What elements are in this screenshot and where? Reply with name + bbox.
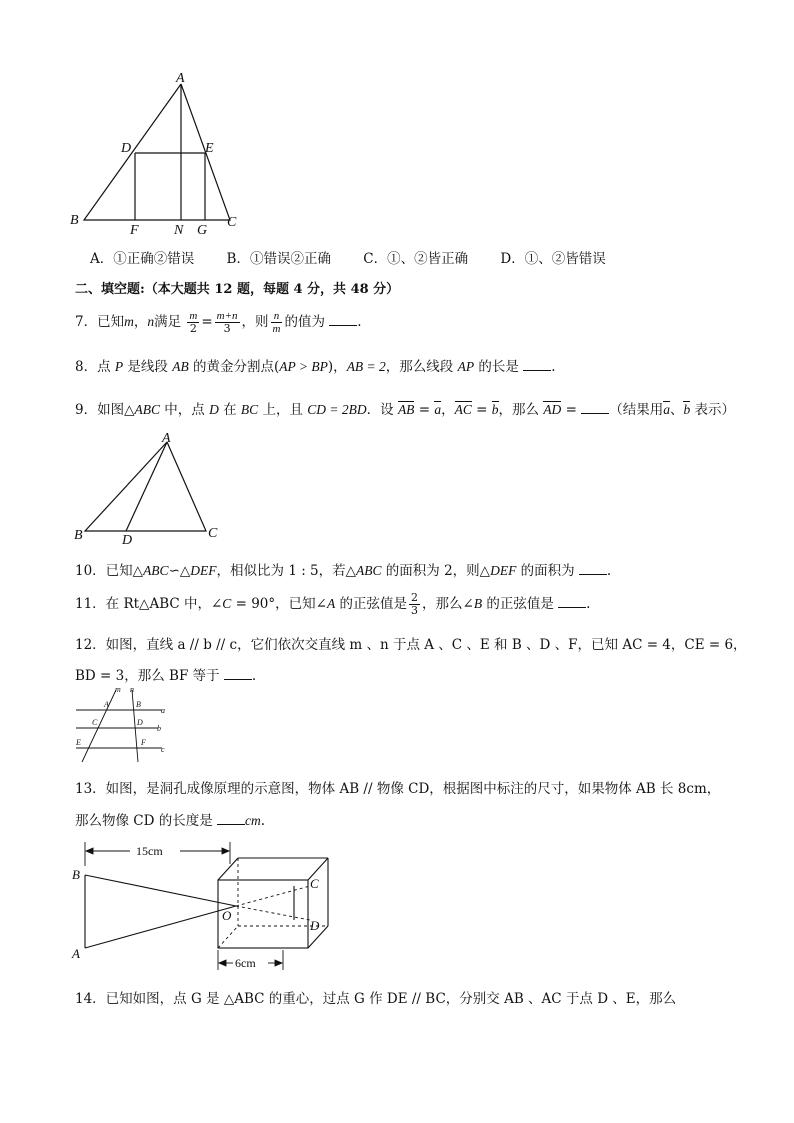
question-12-line-2 <box>75 664 256 684</box>
q11-C: C <box>222 596 232 611</box>
q9-t3: 上，且 <box>258 402 308 418</box>
q12-answer-blank[interactable] <box>224 667 252 680</box>
q11-answer-blank[interactable] <box>558 595 586 608</box>
fig12-label-b: b <box>157 724 161 733</box>
q13-line2-pre: 那么物像 CD 的长度是 <box>75 813 213 829</box>
q13-unit: cm <box>245 813 261 828</box>
q9-eq1: = <box>414 402 435 418</box>
question-11 <box>75 592 590 617</box>
q8-AB2: AB = 2 <box>346 359 386 374</box>
q9-t8: 、 <box>669 402 684 418</box>
q8-b: 是线段 <box>123 359 173 375</box>
question-10 <box>75 559 611 579</box>
q10-ABC2: ABC <box>356 563 382 578</box>
q11-B: B <box>473 596 483 611</box>
q9-D: D <box>209 402 219 417</box>
label-G: G <box>197 223 208 238</box>
q7-pre: 7．已知 <box>75 314 125 330</box>
q7-answer-blank[interactable] <box>329 313 357 326</box>
question-13-line-2 <box>75 809 265 829</box>
q7-post: 的值为 <box>284 314 325 330</box>
q7-n: n <box>147 314 155 329</box>
q9-pre: 9．如图△ <box>75 402 135 418</box>
fig13-label-A: A <box>72 946 80 961</box>
q9-eq3: = <box>561 402 582 418</box>
q12-end: . <box>251 668 257 684</box>
fig12-label-m: m <box>115 685 121 694</box>
q9-t6: ，那么 <box>498 402 544 418</box>
q8-AP: AP <box>457 359 475 374</box>
fig12-label-E: E <box>76 738 81 747</box>
question-13-line-1: 13．如图，是洞孔成像原理的示意图，物体 AB // 物像 CD，根据图中标注的尺寸，如果物体 AB 长 8cm， <box>75 781 721 797</box>
fig9-label-D: D <box>122 533 133 548</box>
fig12-label-B: B <box>136 700 141 709</box>
q11-t2: 的正弦值是 <box>335 596 407 612</box>
fig13-label-B: B <box>72 867 80 882</box>
option-a: A．①正确②错误 <box>90 251 195 267</box>
q9-eq2: = <box>471 402 492 418</box>
label-E: E <box>205 141 214 156</box>
q10-sim: ∽△ <box>168 563 191 579</box>
q8-end: . <box>551 359 556 375</box>
fig13-dim-15cm: 15cm <box>136 844 163 858</box>
q9-t1: 中，点 <box>159 402 210 418</box>
q11-t3: ，那么∠ <box>422 596 474 612</box>
q10-pre: 10．已知△ <box>75 563 144 579</box>
fig12-label-n: n <box>130 685 134 694</box>
q11-end: . <box>586 596 591 612</box>
option-d: D．①、②皆错误 <box>500 251 606 267</box>
q7-then: ，则 <box>241 314 269 330</box>
label-B: B <box>70 213 79 228</box>
answer-options <box>90 247 634 267</box>
question-9 <box>75 398 735 418</box>
q8-d: )， <box>327 359 347 375</box>
q8-cond: AP > BP <box>279 359 328 374</box>
q9-answer-blank[interactable] <box>581 401 609 414</box>
q9-t4: ．设 <box>366 402 398 418</box>
fig13-label-C: C <box>310 876 319 891</box>
q10-t1: ，相似比为 <box>216 563 289 579</box>
q13-pinhole-figure <box>68 838 338 973</box>
q7-fraction-1: $\frac{m}{2}$ <box>189 310 198 335</box>
fig12-label-C: C <box>92 718 98 727</box>
question-8 <box>75 355 555 375</box>
q9-t5: ， <box>441 402 455 418</box>
q7-fraction-3: $\frac{n}{m}$ <box>272 310 281 335</box>
question-7 <box>75 310 362 335</box>
q9-t9: 表示） <box>690 402 736 418</box>
label-D: D <box>121 141 132 156</box>
q7-end: . <box>357 314 362 330</box>
q7-mid: 满足 <box>154 314 182 330</box>
q11-t4: 的正弦值是 <box>482 596 554 612</box>
q9-vec-b: b <box>491 402 499 417</box>
q7-m: m <box>124 314 134 329</box>
q13-answer-blank[interactable] <box>217 812 245 825</box>
q9-triangle-figure <box>70 430 230 548</box>
q9-vec-AD: AD <box>543 402 562 417</box>
q7-eq: = <box>201 314 213 330</box>
q11-pre: 11．在 Rt△ABC 中，∠ <box>75 596 223 612</box>
fig13-label-O: O <box>222 908 232 923</box>
option-b: B．①错误②正确 <box>226 251 331 267</box>
fig12-label-A: A <box>104 700 109 709</box>
q8-a: 8．点 <box>75 359 115 375</box>
question-12-line-1: 12．如图，直线 a // b // c，它们依次交直线 m 、n 于点 A 、C 、E 和 B 、D 、F，已知 AC = 4，CE = 6， <box>75 637 747 653</box>
q12-line2-pre: BD = 3，那么 BF 等于 <box>75 668 220 684</box>
q10-end: . <box>606 563 612 579</box>
q9-cd: CD = 2BD <box>307 402 367 417</box>
label-N: N <box>174 223 184 238</box>
q10-DEF2: DEF <box>490 563 517 578</box>
q10-DEF: DEF <box>190 563 217 578</box>
q13-end: . <box>260 813 266 829</box>
label-A: A <box>176 71 185 86</box>
q11-fraction: $\frac{2}{3}$ <box>411 591 418 617</box>
q10-t4: 的面积为 <box>516 563 575 579</box>
q12-parallel-lines-figure <box>72 684 172 766</box>
q9-vec-AC: AC <box>454 402 472 417</box>
fig9-label-B: B <box>74 528 83 543</box>
fig13-dim-6cm: 6cm <box>235 956 256 970</box>
q9-vec-b2: b <box>683 402 691 417</box>
question-14: 14．已知如图，点 G 是 △ABC 的重心，过点 G 作 DE // BC，分别交 AB 、AC 于点 D 、E，那么 <box>75 991 677 1007</box>
q7-fraction-2: $\frac{m+n}{3}$ <box>216 310 238 335</box>
option-c: C．①、②皆正确 <box>363 251 469 267</box>
top-triangle-figure <box>60 70 260 240</box>
q8-e: ，那么线段 <box>385 359 458 375</box>
q10-t2: ，若△ <box>318 563 357 579</box>
q8-answer-blank[interactable] <box>523 358 551 371</box>
fig9-label-C: C <box>208 526 218 541</box>
q8-AB: AB <box>172 359 189 374</box>
q9-BC: BC <box>240 402 259 417</box>
fig13-label-D: D <box>310 918 320 933</box>
q9-vec-AB: AB <box>397 402 415 417</box>
q8-f: 的长是 <box>474 359 519 375</box>
q9-vec-a2: a <box>663 402 670 417</box>
q9-vec-a: a <box>434 402 442 417</box>
q10-ABC: ABC <box>143 563 169 578</box>
fig9-label-A: A <box>162 431 171 446</box>
section-title: 二、填空题:（本大题共 12 题，每题 4 分，共 48 分） <box>75 282 400 297</box>
q8-c: 的黄金分割点( <box>188 359 280 375</box>
fig12-label-F: F <box>141 738 146 747</box>
q7-sep: ， <box>133 314 148 330</box>
q10-ratio: 1 : 5 <box>288 563 319 579</box>
q8-P: P <box>114 359 124 374</box>
q10-answer-blank[interactable] <box>579 562 607 575</box>
label-C: C <box>227 215 237 230</box>
q11-A: A <box>326 596 336 611</box>
q9-t7: （结果用 <box>609 402 664 418</box>
q11-t1: = 90°，已知∠ <box>231 596 327 612</box>
q10-t3: 的面积为 2，则△ <box>381 563 491 579</box>
label-F: F <box>130 223 139 238</box>
fig12-label-c: c <box>161 745 165 754</box>
fig12-label-D: D <box>137 718 143 727</box>
q9-ABC: ABC <box>134 402 160 417</box>
fig12-label-a: a <box>161 706 165 715</box>
q9-t2: 在 <box>218 402 241 418</box>
